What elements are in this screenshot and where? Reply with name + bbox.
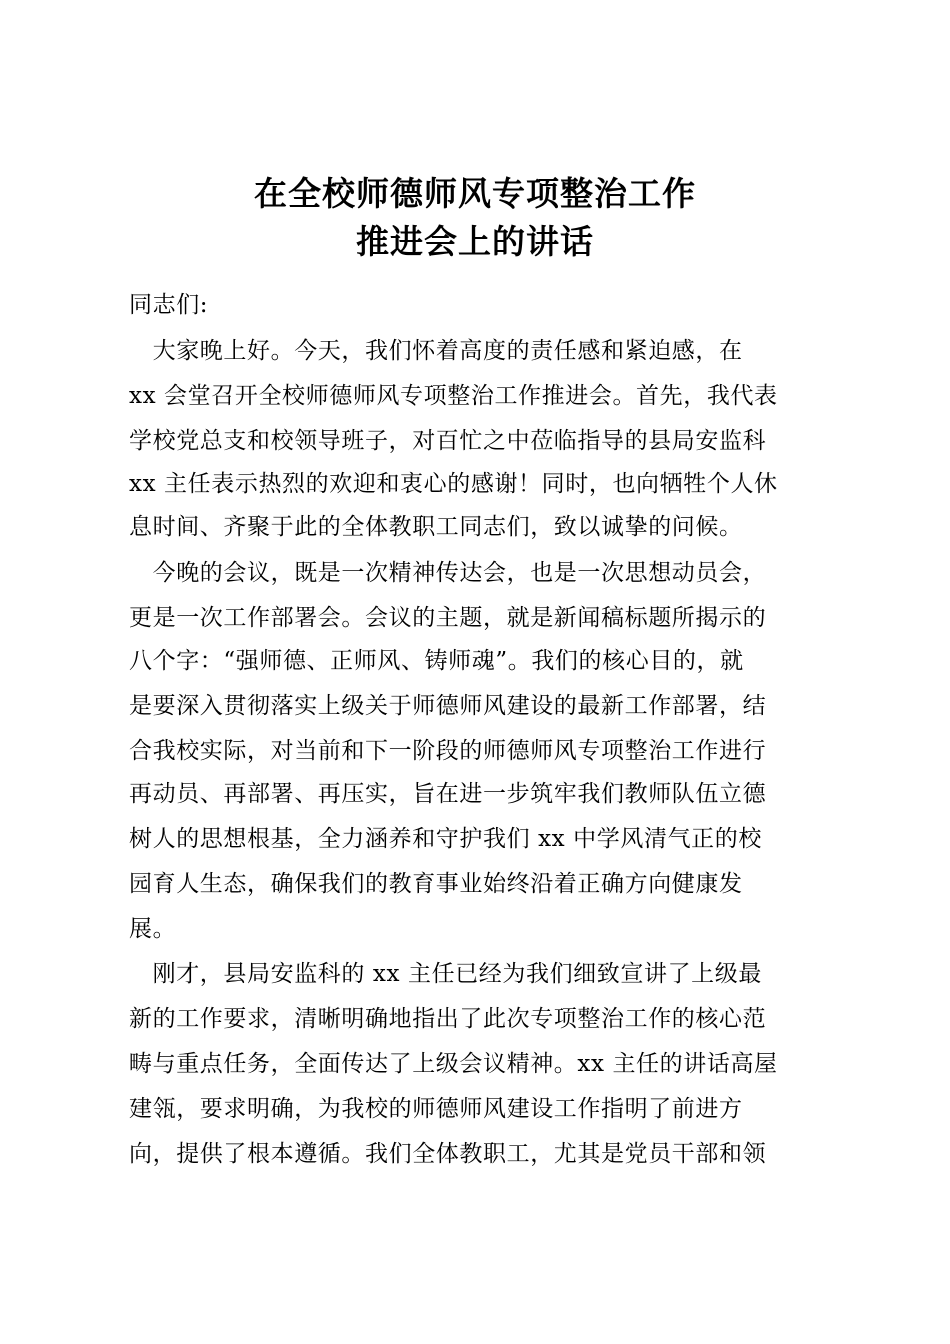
document-title-line-2: 推进会上的讲话 [356,222,594,261]
body-line: 今晚的会议，既是一次精神传达会，也是一次思想动员会， [129,560,767,586]
body-line: 树人的思想根基，全力涵养和守护我们 xx 中学风清气正的校 [129,826,762,852]
body-line: 大家晚上好。今天，我们怀着高度的责任感和紧迫感，在 [129,338,743,364]
body-line: 园育人生态，确保我们的教育事业始终沿着正确方向健康发 [129,871,743,897]
body-line: 息时间、齐聚于此的全体教职工同志们，致以诚挚的问候。 [129,514,743,540]
body-line: 合我校实际，对当前和下一阶段的师德师风专项整治工作进行 [129,738,767,764]
document-title-line-1: 在全校师德师风专项整治工作 [254,174,696,213]
body-line: xx 会堂召开全校师德师风专项整治工作推进会。首先，我代表 [129,383,778,409]
body-line: xx 主任表示热烈的欢迎和衷心的感谢！同时，也向牺牲个人休 [129,471,778,497]
body-line: 更是一次工作部署会。会议的主题，就是新闻稿标题所揭示的 [129,605,767,631]
body-line: 建瓴，要求明确，为我校的师德师风建设工作指明了前进方 [129,1096,743,1122]
salutation: 同志们: [129,292,209,318]
body-line: 八个字：“强师德、正师风、铸师魂”。我们的核心目的，就 [129,648,744,674]
body-line: 新的工作要求，清晰明确地指出了此次专项整治工作的核心范 [129,1006,767,1032]
body-line: 畴与重点任务，全面传达了上级会议精神。xx 主任的讲话高屋 [129,1051,778,1077]
body-line: 是要深入贯彻落实上级关于师德师风建设的最新工作部署，结 [129,693,767,719]
body-line: 向，提供了根本遵循。我们全体教职工，尤其是党员干部和领 [129,1141,767,1167]
body-line: 学校党总支和校领导班子，对百忙之中莅临指导的县局安监科 [129,428,767,454]
body-line: 再动员、再部署、再压实，旨在进一步筑牢我们教师队伍立德 [129,781,767,807]
body-line: 刚才，县局安监科的 xx 主任已经为我们细致宣讲了上级最 [129,961,762,987]
body-line: 展。 [129,916,177,942]
